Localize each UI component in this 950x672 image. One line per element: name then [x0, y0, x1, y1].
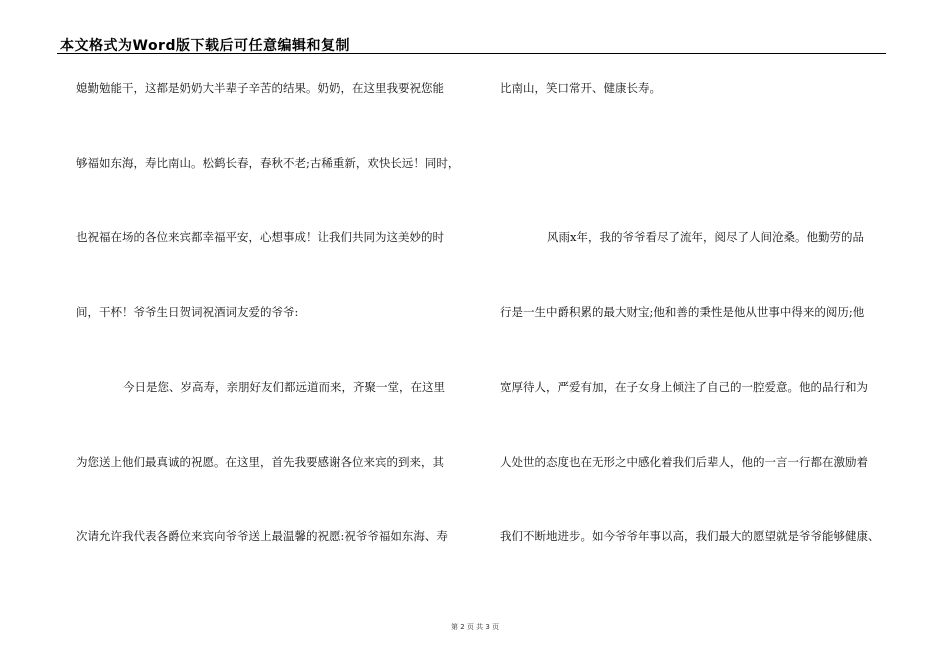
header-divider	[57, 53, 886, 54]
page-number: 第 2 页 共 3 页	[450, 623, 500, 631]
paragraph-line: 人处世的态度也在无形之中感化着我们后辈人，他的一言一行都在激励着	[500, 455, 868, 469]
paragraph-line: 今日是您、岁高寿，亲朋好友们都远道而来，齐聚一堂，在这里	[123, 380, 445, 394]
paragraph-line: 行是一生中爵积累的最大财宝;他和善的秉性是他从世事中得来的阅历;他	[500, 305, 865, 319]
page-header-title: 本文格式为Word版下载后可任意编辑和复制	[60, 38, 350, 54]
paragraph-line: 我们不断地进步。如今爷爷年事以高，我们最大的愿望就是爷爷能够健康、	[500, 529, 880, 543]
paragraph-line: 风雨x年，我的爷爷看尽了流年，阅尽了人间沧桑。他勤劳的品	[547, 230, 864, 244]
paragraph-line: 间，干杯！爷爷生日贺词祝酒词友爱的爷爷:	[76, 305, 299, 319]
paragraph-line: 媳勤勉能干，这都是奶奶大半辈子辛苦的结果。奶奶，在这里我要祝您能	[76, 81, 444, 95]
paragraph-line: 次请允许我代表各爵位来宾向爷爷送上最温馨的祝愿:祝爷爷福如东海、寿	[76, 529, 448, 543]
paragraph-line: 够福如东海，寿比南山。松鹤长春，春秋不老;古稀重新，欢快长远！同时，	[76, 156, 460, 170]
paragraph-line: 宽厚待人，严爱有加，在子女身上倾注了自己的一腔爱意。他的品行和为	[500, 380, 868, 394]
paragraph-line: 比南山，笑口常开、健康长寿。	[500, 81, 661, 95]
paragraph-line: 为您送上他们最真诚的祝愿。在这里，首先我要感谢各位来宾的到来，其	[76, 455, 444, 469]
paragraph-line: 也祝福在场的各位来宾都幸福平安，心想事成！让我们共同为这美妙的时	[76, 230, 444, 244]
